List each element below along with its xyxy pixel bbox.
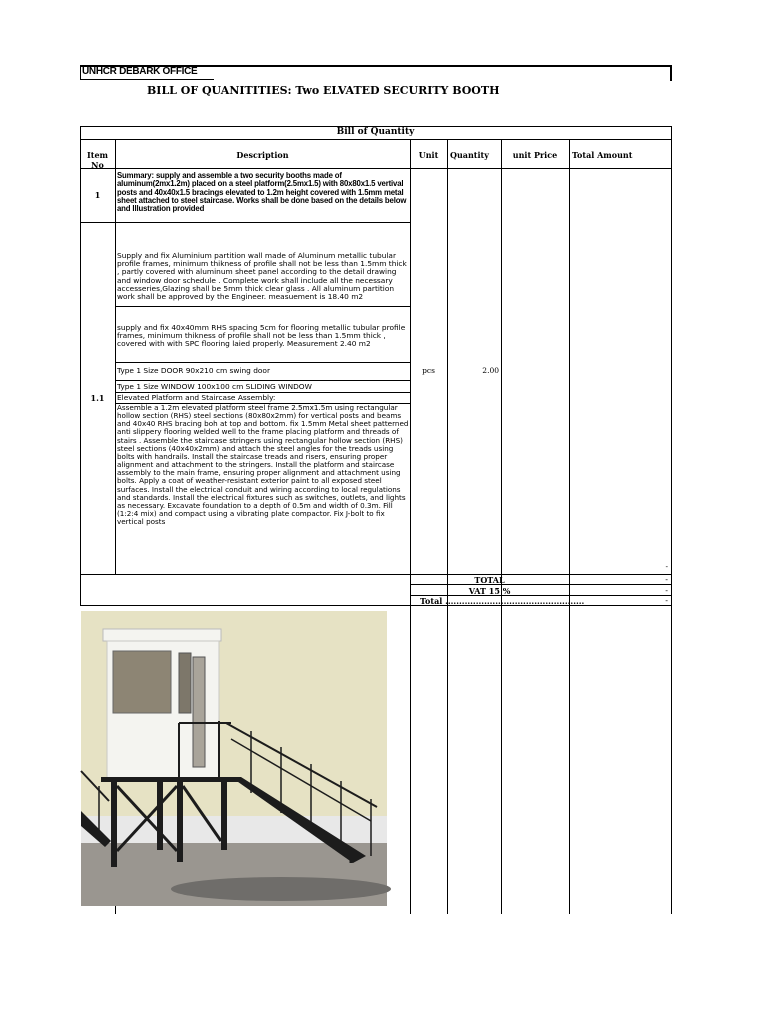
col-header-unit-price: unit Price xyxy=(512,150,558,160)
col-border-qty xyxy=(501,139,502,914)
col-border-price xyxy=(569,139,570,914)
col-header-quantity: Quantity xyxy=(450,150,489,160)
document-title: BILL OF QUANITITIES: Two ELVATED SECURITY BOOTH xyxy=(147,84,500,97)
unit-value: pcs xyxy=(422,366,435,375)
quantity-value: 2.00 xyxy=(482,366,499,375)
col-header-unit: Unit xyxy=(418,150,439,160)
col-header-total-amount: Total Amount xyxy=(572,150,633,160)
totals-top-rule xyxy=(80,574,671,575)
flooring-description: supply and fix 40x40mm RHS spacing 5cm for flooring metallic tubular profile frames, minimum thikness of profile shall not be less than 1.5mm thick , covered with with SPC flooring laied properly. Measurement 2.40 m2 xyxy=(117,323,406,349)
flooring-rule xyxy=(115,362,410,363)
grand-total-label: Total .................................................. xyxy=(420,596,585,606)
office-underline xyxy=(80,79,214,80)
window-description: Type 1 Size WINDOW 100x100 cm SLIDING WINDOW xyxy=(117,382,312,391)
col-header-description: Description xyxy=(236,150,289,160)
platform-heading: Elevated Platform and Staircase Assembly: xyxy=(117,393,276,402)
col-border-item-tail xyxy=(115,905,116,914)
header-left-tick xyxy=(80,65,81,79)
total-label: TOTAL xyxy=(474,575,505,585)
header-row-rule xyxy=(80,168,671,169)
partition-wall-description: Supply and fix Aluminium partition wall made of Aluminum metallic tubular profile frames, minimum thikness of profile shall not be less than 1.5mm thick , partly covered with aluminum sheet panel according to the detail drawing and window door schedule . Complete work shall include all the necessary accesseries,Glazing shall be 5mm thick clear glass . All aluminum partition work shall be approved by the Engineer. measuement is 18.40 m2 xyxy=(117,251,407,302)
table-title: Bill of Quantity xyxy=(336,127,415,137)
col-border-desc xyxy=(410,139,411,914)
item-number-1: 1 xyxy=(94,190,101,200)
row-1-bottom-rule xyxy=(80,222,410,223)
security-booth-photo xyxy=(81,611,387,906)
col-border-unit xyxy=(447,139,448,914)
row-amount-value: - xyxy=(665,563,668,571)
vat-value: - xyxy=(665,586,668,595)
door-rule xyxy=(115,380,410,381)
partition-rule xyxy=(115,306,410,307)
table-title-rule xyxy=(80,139,671,140)
total-value: - xyxy=(665,575,668,584)
office-name: UNHCR DEBARK OFFICE xyxy=(82,66,198,77)
item-number-1-1: 1.1 xyxy=(90,393,105,403)
header-right-tick xyxy=(670,65,672,81)
booth-illustration xyxy=(81,611,387,906)
grand-total-value: - xyxy=(665,596,668,605)
col-header-item-no: Item No xyxy=(87,150,108,170)
summary-description: Summary: supply and assemble a two security booths made of aluminum(2mx1.2m) placed on a steel platform(2.5mx1.5) with 80x80x1.5 vertival posts and 40x40x1.5 bracings elevated to 1.2m height covered with 1.5mm metal sheet attached to steel staircase. Works shall be done based on the details below and Illustration provided xyxy=(117,171,407,214)
vat-label: VAT 15 % xyxy=(468,586,511,596)
door-description: Type 1 Size DOOR 90x210 cm swing door xyxy=(117,366,270,375)
platform-description: Assemble a 1.2m elevated platform steel frame 2.5mx1.5m using rectangular hollow section (RHS) steel sections (80x80x2mm) for vertical posts and beams and 40x40 RHS bracing boh at top and bottom. fix 1.5mm Metal sheet patterned anti slippery flooring welded well to the frame placing platform and threads of stairs . Assemble the staircase stringers using rectangular hollow section (RHS) steel sections (40x40x2mm) and attach the steel angles for the treads using bolts with handrails. Install the staircase treads and risers, ensuring proper alignment and attachment to the stringers. Install the platform and staircase assembly to the main frame, ensuring proper alignment and attachment using bolts. Apply a coat of weather-resistant exterior paint to all exposed steel surfaces. Install the electrical conduit and wiring according to local regulations and standards. Install the electrical fixtures such as switches, outlets, and lights as necessary. Excavate foundation to a depth of 0.5m and width of 0.3m. Fill (1:2:4 mix) and compact using a vibrating plate compactor. Fix J-bolt to fix vertical posts xyxy=(117,403,409,527)
col-border-right xyxy=(671,126,672,914)
col-border-item xyxy=(115,139,116,574)
